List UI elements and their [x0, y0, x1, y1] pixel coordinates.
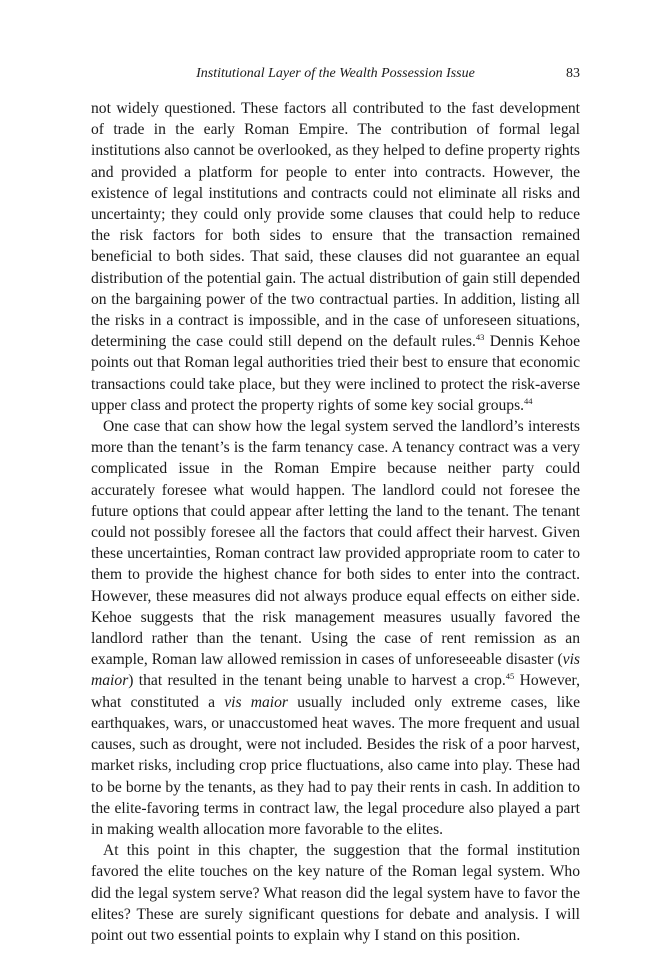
- text-run: not widely questioned. These factors all contributed to the fast development of trade in the early Roman Empire. The contribution of formal legal institutions also cannot be overlooked, as they helped to define property rights and provided a platform for people to enter into contracts. However, the existence of legal institutions and contracts could not eliminate all risks and uncertainty; they could only provide some clauses that could help to reduce the risk factors for both sides to ensure that the transaction remained beneficial to both sides. That said, these clauses did not guarantee an equal distribution of the potential gain. The actual distribution of gain still depended on the bargaining power of the two contractual parties. In addition, listing all the risks in a contract is impossible, and in the case of unforeseen situations, determining the case could still depend on the default rules.: [91, 100, 580, 351]
- text-run: One case that can show how the legal system served the landlord’s interests more than the tenant’s is the farm tenancy case. A tenancy contract was a very complicated issue in the Roman Empire because neither party could accurately foresee what would happen. The landlord could not foresee the future options that could appear after letting the land to the tenant. The tenant could not possibly foresee all the factors that could affect their harvest. Given these uncertainties, Roman contract law provided appropriate room to cater to them to provide the highest chance for both sides to enter into the contract. However, these measures did not always produce equal effects on either side. Kehoe suggests that the risk management measures usually favored the landlord rather than the tenant. Using the case of rent remission as an example, Roman law allowed remission in cases of unforeseeable disaster (: [91, 418, 580, 669]
- text-run: Dennis Kehoe points out that Roman legal authorities tried their best to ensure that economic transactions could take place, but they were inclined to protect the risk-averse upper class and protect the property rights of some key social groups.: [91, 333, 581, 414]
- italic-term: vis maior: [91, 651, 580, 690]
- paragraph-2: [91, 416, 580, 840]
- footnote-marker: 44: [524, 395, 533, 406]
- text-run: At this point in this chapter, the suggestion that the formal institution favored the elite touches on the key nature of the Roman legal system. Who did the legal system serve? What reason did the legal system have to favor the elites? These are surely significant questions for debate and analysis. I will point out two essential points to explain why I stand on this position.: [91, 842, 580, 944]
- italic-term: vis maior: [224, 693, 288, 711]
- footnote-marker: 43: [475, 332, 485, 343]
- text-run: However, what constituted a: [91, 672, 580, 711]
- paragraph-3: [91, 840, 580, 946]
- book-page: [91, 66, 580, 946]
- text-run: usually included only extreme cases, like earthquakes, wars, or unaccustomed heat waves. The more frequent and usual causes, such as drought, were not included. Besides the risk of a poor harvest, market risks, including crop price fluctuations, also came into play. These had to be borne by the tenants, as they had to pay their rents in cash. In addition to the elite-favoring terms in contract law, the legal procedure also played a part in making wealth allocation more favorable to the elites.: [91, 693, 580, 838]
- page-number: 83: [566, 66, 580, 81]
- paragraph-1: [91, 98, 580, 416]
- running-header: [91, 66, 580, 86]
- footnote-marker: 45: [505, 671, 515, 682]
- body-text: [91, 98, 580, 946]
- text-run: ) that resulted in the tenant being unable to harvest a crop.: [128, 672, 506, 690]
- running-title: Institutional Layer of the Wealth Possession Issue: [196, 66, 475, 81]
